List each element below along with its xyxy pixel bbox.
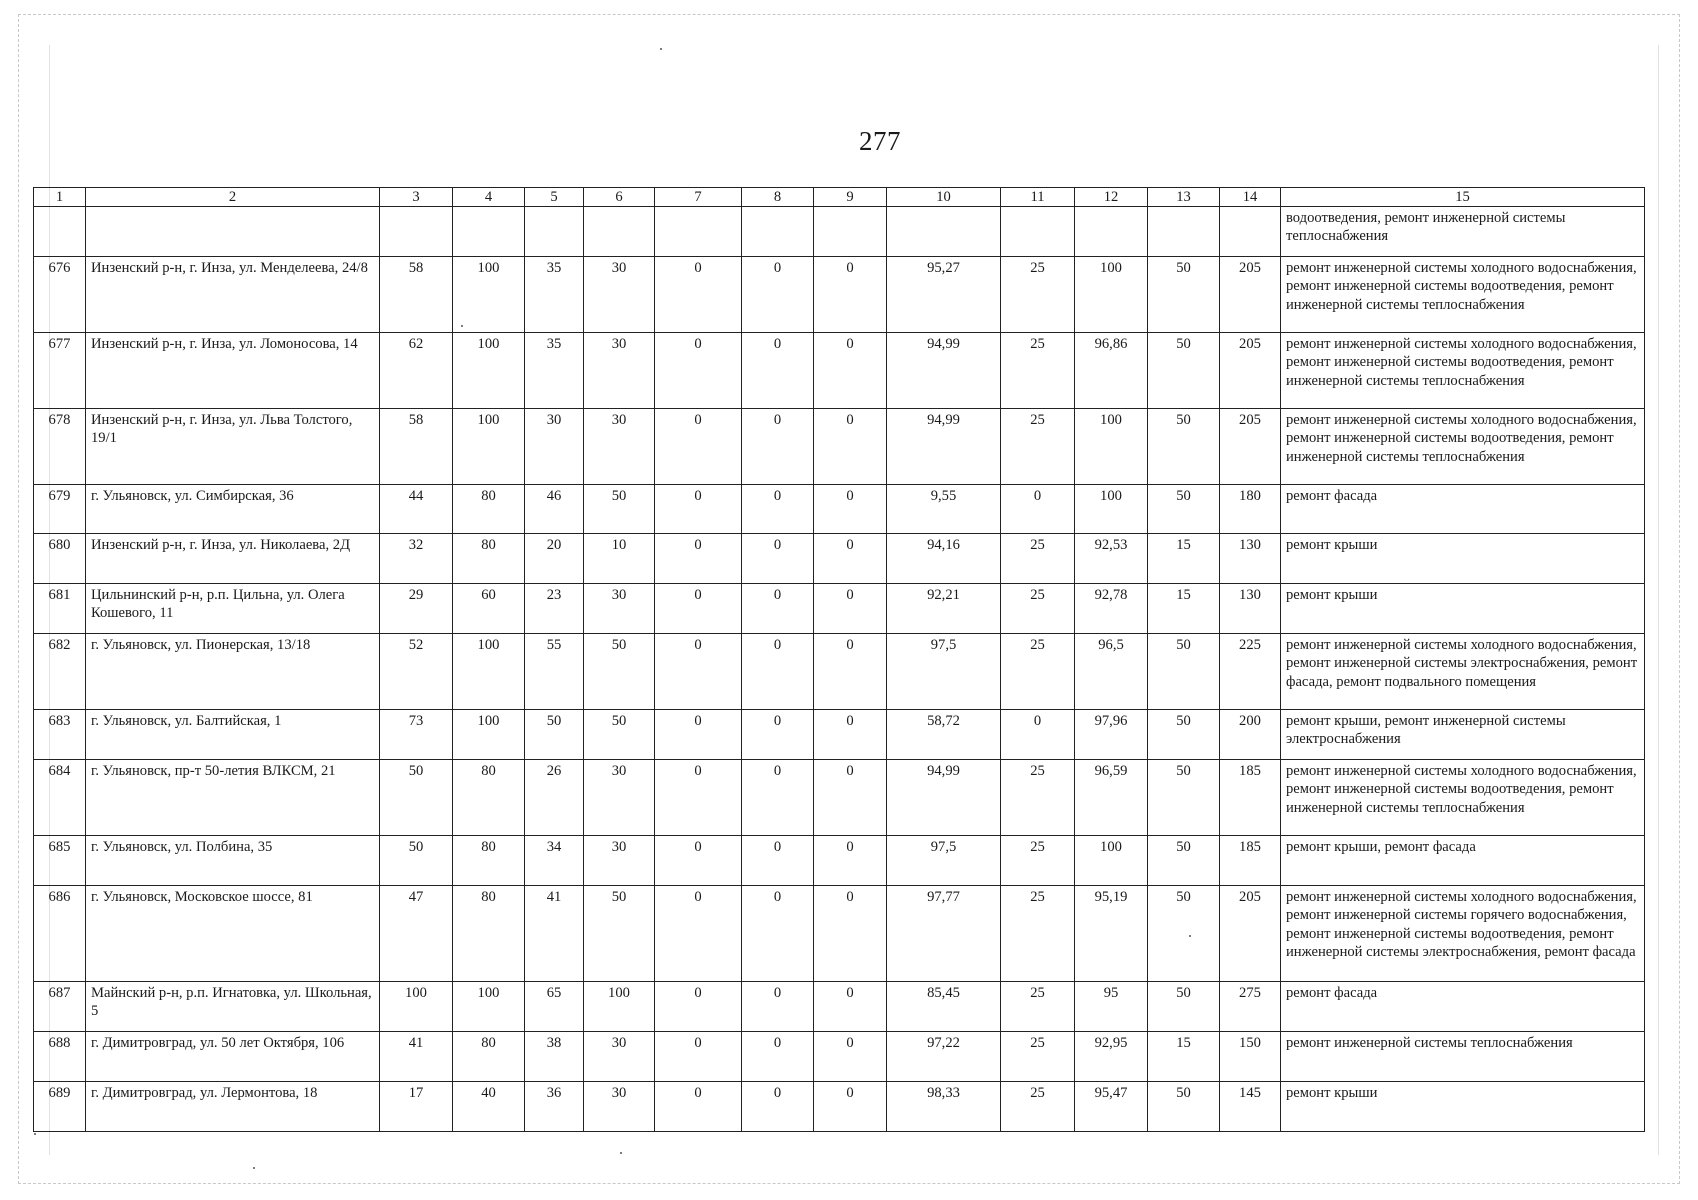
address-cell: Цильнинский р-н, р.п. Цильна, ул. Олега Кошевого, 11 [86, 584, 380, 634]
value-cell: 0 [655, 760, 742, 836]
value-cell: 100 [453, 333, 525, 409]
table-cell [1220, 207, 1281, 257]
works-cell: ремонт крыши [1281, 534, 1645, 584]
value-cell: 96,86 [1075, 333, 1148, 409]
value-cell: 205 [1220, 886, 1281, 982]
value-cell: 58 [380, 409, 453, 485]
table-cell [887, 207, 1001, 257]
value-cell: 73 [380, 710, 453, 760]
value-cell: 0 [814, 584, 887, 634]
column-header: 4 [453, 188, 525, 207]
value-cell: 35 [525, 333, 584, 409]
value-cell: 94,99 [887, 409, 1001, 485]
table-cell [655, 207, 742, 257]
address-cell: Майнский р-н, р.п. Игнатовка, ул. Школьная, 5 [86, 982, 380, 1032]
column-header: 6 [584, 188, 655, 207]
value-cell: 55 [525, 634, 584, 710]
table-row [34, 584, 1645, 634]
address-cell: Инзенский р-н, г. Инза, ул. Менделеева, 24/8 [86, 257, 380, 333]
value-cell: 30 [584, 333, 655, 409]
value-cell: 50 [1148, 1082, 1220, 1132]
value-cell: 0 [1001, 485, 1075, 534]
value-cell: 25 [1001, 1082, 1075, 1132]
value-cell: 100 [380, 982, 453, 1032]
value-cell: 41 [380, 1032, 453, 1082]
value-cell: 30 [584, 1032, 655, 1082]
value-cell: 80 [453, 836, 525, 886]
value-cell: 0 [814, 1032, 887, 1082]
value-cell: 25 [1001, 634, 1075, 710]
column-header: 15 [1281, 188, 1645, 207]
table-body [34, 207, 1645, 1132]
value-cell: 0 [655, 1082, 742, 1132]
value-cell: 41 [525, 886, 584, 982]
works-cell: ремонт крыши [1281, 584, 1645, 634]
value-cell: 92,95 [1075, 1032, 1148, 1082]
table-cell [453, 207, 525, 257]
row-number-cell: 683 [34, 710, 86, 760]
value-cell: 30 [584, 257, 655, 333]
value-cell: 100 [1075, 485, 1148, 534]
value-cell: 50 [1148, 886, 1220, 982]
value-cell: 205 [1220, 257, 1281, 333]
row-number-cell: 689 [34, 1082, 86, 1132]
value-cell: 50 [380, 760, 453, 836]
value-cell: 17 [380, 1082, 453, 1132]
value-cell: 0 [742, 710, 814, 760]
value-cell: 205 [1220, 409, 1281, 485]
value-cell: 80 [453, 485, 525, 534]
column-header: 3 [380, 188, 453, 207]
column-header: 9 [814, 188, 887, 207]
scan-speck [34, 1133, 36, 1135]
value-cell: 205 [1220, 333, 1281, 409]
table-cell [525, 207, 584, 257]
table-row [34, 333, 1645, 409]
column-header: 12 [1075, 188, 1148, 207]
scan-speck [620, 1152, 622, 1154]
value-cell: 0 [814, 710, 887, 760]
table-cell [1148, 207, 1220, 257]
value-cell: 50 [1148, 485, 1220, 534]
row-number-cell: 684 [34, 760, 86, 836]
address-cell: г. Ульяновск, Московское шоссе, 81 [86, 886, 380, 982]
address-cell: Инзенский р-н, г. Инза, ул. Ломоносова, 14 [86, 333, 380, 409]
row-number-cell: 679 [34, 485, 86, 534]
value-cell: 34 [525, 836, 584, 886]
row-number-cell: 688 [34, 1032, 86, 1082]
value-cell: 30 [584, 836, 655, 886]
table-header [34, 188, 1645, 207]
value-cell: 0 [655, 710, 742, 760]
value-cell: 0 [814, 257, 887, 333]
value-cell: 23 [525, 584, 584, 634]
table-cell [86, 207, 380, 257]
value-cell: 80 [453, 534, 525, 584]
value-cell: 30 [584, 584, 655, 634]
value-cell: 0 [814, 836, 887, 886]
value-cell: 46 [525, 485, 584, 534]
value-cell: 80 [453, 1032, 525, 1082]
row-number-cell: 678 [34, 409, 86, 485]
value-cell: 0 [814, 1082, 887, 1132]
value-cell: 100 [453, 710, 525, 760]
table-row [34, 760, 1645, 836]
address-cell: Инзенский р-н, г. Инза, ул. Николаева, 2Д [86, 534, 380, 584]
value-cell: 185 [1220, 836, 1281, 886]
value-cell: 38 [525, 1032, 584, 1082]
value-cell: 0 [655, 584, 742, 634]
value-cell: 0 [742, 836, 814, 886]
value-cell: 92,53 [1075, 534, 1148, 584]
works-cell: ремонт инженерной системы теплоснабжения [1281, 1032, 1645, 1082]
value-cell: 0 [742, 485, 814, 534]
value-cell: 100 [453, 634, 525, 710]
value-cell: 95,47 [1075, 1082, 1148, 1132]
value-cell: 80 [453, 760, 525, 836]
column-header: 13 [1148, 188, 1220, 207]
value-cell: 0 [655, 886, 742, 982]
value-cell: 0 [742, 534, 814, 584]
value-cell: 0 [655, 409, 742, 485]
address-cell: г. Ульяновск, ул. Пионерская, 13/18 [86, 634, 380, 710]
value-cell: 25 [1001, 760, 1075, 836]
value-cell: 100 [584, 982, 655, 1032]
address-cell: Инзенский р-н, г. Инза, ул. Льва Толстого, 19/1 [86, 409, 380, 485]
works-cell: водоотведения, ремонт инженерной системы теплоснабжения [1281, 207, 1645, 257]
works-cell: ремонт крыши, ремонт фасада [1281, 836, 1645, 886]
value-cell: 0 [655, 982, 742, 1032]
value-cell: 96,59 [1075, 760, 1148, 836]
row-number-cell: 680 [34, 534, 86, 584]
value-cell: 95,19 [1075, 886, 1148, 982]
address-cell: г. Ульяновск, ул. Симбирская, 36 [86, 485, 380, 534]
value-cell: 44 [380, 485, 453, 534]
value-cell: 97,22 [887, 1032, 1001, 1082]
table-row [34, 409, 1645, 485]
value-cell: 25 [1001, 584, 1075, 634]
row-number-cell: 686 [34, 886, 86, 982]
value-cell: 97,96 [1075, 710, 1148, 760]
table-row [34, 257, 1645, 333]
value-cell: 0 [814, 333, 887, 409]
table-cell [814, 207, 887, 257]
value-cell: 26 [525, 760, 584, 836]
value-cell: 25 [1001, 409, 1075, 485]
table-row [34, 534, 1645, 584]
value-cell: 50 [584, 710, 655, 760]
value-cell: 0 [742, 333, 814, 409]
value-cell: 130 [1220, 584, 1281, 634]
value-cell: 0 [742, 634, 814, 710]
row-number-cell: 681 [34, 584, 86, 634]
value-cell: 0 [814, 409, 887, 485]
address-cell: г. Димитровград, ул. Лермонтова, 18 [86, 1082, 380, 1132]
scan-speck [253, 1167, 255, 1169]
value-cell: 47 [380, 886, 453, 982]
value-cell: 145 [1220, 1082, 1281, 1132]
value-cell: 50 [1148, 982, 1220, 1032]
value-cell: 15 [1148, 584, 1220, 634]
table-row [34, 710, 1645, 760]
value-cell: 95,27 [887, 257, 1001, 333]
row-number-cell: 685 [34, 836, 86, 886]
value-cell: 32 [380, 534, 453, 584]
value-cell: 98,33 [887, 1082, 1001, 1132]
value-cell: 0 [655, 1032, 742, 1082]
value-cell: 275 [1220, 982, 1281, 1032]
column-header: 14 [1220, 188, 1281, 207]
value-cell: 50 [1148, 836, 1220, 886]
table-row [34, 1032, 1645, 1082]
value-cell: 94,99 [887, 333, 1001, 409]
value-cell: 0 [742, 1082, 814, 1132]
column-header: 1 [34, 188, 86, 207]
value-cell: 0 [655, 534, 742, 584]
value-cell: 100 [453, 257, 525, 333]
value-cell: 85,45 [887, 982, 1001, 1032]
value-cell: 0 [814, 634, 887, 710]
value-cell: 25 [1001, 1032, 1075, 1082]
column-header: 5 [525, 188, 584, 207]
value-cell: 150 [1220, 1032, 1281, 1082]
table-cell [34, 207, 86, 257]
value-cell: 50 [1148, 634, 1220, 710]
column-header: 10 [887, 188, 1001, 207]
value-cell: 15 [1148, 1032, 1220, 1082]
value-cell: 100 [1075, 257, 1148, 333]
value-cell: 50 [584, 634, 655, 710]
value-cell: 25 [1001, 257, 1075, 333]
value-cell: 180 [1220, 485, 1281, 534]
works-cell: ремонт крыши [1281, 1082, 1645, 1132]
value-cell: 0 [655, 485, 742, 534]
value-cell: 0 [814, 485, 887, 534]
value-cell: 0 [814, 886, 887, 982]
address-cell: г. Ульяновск, ул. Полбина, 35 [86, 836, 380, 886]
column-header: 8 [742, 188, 814, 207]
registry-table [33, 187, 1645, 1132]
value-cell: 0 [742, 982, 814, 1032]
row-number-cell: 682 [34, 634, 86, 710]
value-cell: 185 [1220, 760, 1281, 836]
value-cell: 50 [380, 836, 453, 886]
value-cell: 58,72 [887, 710, 1001, 760]
value-cell: 25 [1001, 534, 1075, 584]
value-cell: 52 [380, 634, 453, 710]
value-cell: 100 [1075, 409, 1148, 485]
value-cell: 25 [1001, 982, 1075, 1032]
row-number-cell: 677 [34, 333, 86, 409]
value-cell: 0 [1001, 710, 1075, 760]
value-cell: 95 [1075, 982, 1148, 1032]
value-cell: 60 [453, 584, 525, 634]
address-cell: г. Ульяновск, пр-т 50-летия ВЛКСМ, 21 [86, 760, 380, 836]
value-cell: 92,78 [1075, 584, 1148, 634]
value-cell: 36 [525, 1082, 584, 1132]
works-cell: ремонт инженерной системы холодного водоснабжения, ремонт инженерной системы водоотведения, ремонт инженерной системы теплоснабжения [1281, 257, 1645, 333]
value-cell: 94,99 [887, 760, 1001, 836]
works-cell: ремонт инженерной системы холодного водоснабжения, ремонт инженерной системы водоотведения, ремонт инженерной системы теплоснабжения [1281, 760, 1645, 836]
value-cell: 0 [742, 760, 814, 836]
value-cell: 0 [814, 534, 887, 584]
value-cell: 0 [742, 409, 814, 485]
table-cell [1075, 207, 1148, 257]
value-cell: 0 [655, 333, 742, 409]
value-cell: 0 [742, 584, 814, 634]
value-cell: 97,5 [887, 836, 1001, 886]
value-cell: 100 [1075, 836, 1148, 886]
value-cell: 50 [1148, 760, 1220, 836]
value-cell: 50 [1148, 333, 1220, 409]
value-cell: 30 [584, 1082, 655, 1132]
value-cell: 0 [655, 257, 742, 333]
value-cell: 25 [1001, 333, 1075, 409]
works-cell: ремонт инженерной системы холодного водоснабжения, ремонт инженерной системы горячего водоснабжения, ремонт инженерной системы водоотведения, ремонт инженерной системы электроснабжения, ремонт фасада [1281, 886, 1645, 982]
table-row [34, 982, 1645, 1032]
value-cell: 80 [453, 886, 525, 982]
value-cell: 29 [380, 584, 453, 634]
value-cell: 200 [1220, 710, 1281, 760]
value-cell: 25 [1001, 886, 1075, 982]
continuation-row [34, 207, 1645, 257]
value-cell: 20 [525, 534, 584, 584]
page-number: 277 [859, 126, 901, 156]
value-cell: 50 [1148, 710, 1220, 760]
table-cell [380, 207, 453, 257]
column-header: 11 [1001, 188, 1075, 207]
table-row [34, 1082, 1645, 1132]
table-cell [1001, 207, 1075, 257]
value-cell: 30 [584, 409, 655, 485]
table-row [34, 886, 1645, 982]
value-cell: 9,55 [887, 485, 1001, 534]
value-cell: 97,5 [887, 634, 1001, 710]
value-cell: 0 [742, 1032, 814, 1082]
value-cell: 0 [655, 634, 742, 710]
row-number-cell: 676 [34, 257, 86, 333]
works-cell: ремонт фасада [1281, 982, 1645, 1032]
value-cell: 62 [380, 333, 453, 409]
value-cell: 65 [525, 982, 584, 1032]
works-cell: ремонт инженерной системы холодного водоснабжения, ремонт инженерной системы водоотведения, ремонт инженерной системы теплоснабжения [1281, 333, 1645, 409]
value-cell: 35 [525, 257, 584, 333]
works-cell: ремонт инженерной системы холодного водоснабжения, ремонт инженерной системы водоотведения, ремонт инженерной системы теплоснабжения [1281, 409, 1645, 485]
value-cell: 100 [453, 409, 525, 485]
scan-speck [660, 48, 662, 50]
value-cell: 30 [525, 409, 584, 485]
value-cell: 0 [742, 886, 814, 982]
value-cell: 50 [1148, 409, 1220, 485]
address-cell: г. Димитровград, ул. 50 лет Октября, 106 [86, 1032, 380, 1082]
value-cell: 225 [1220, 634, 1281, 710]
value-cell: 50 [584, 886, 655, 982]
value-cell: 92,21 [887, 584, 1001, 634]
value-cell: 0 [655, 836, 742, 886]
value-cell: 0 [814, 982, 887, 1032]
works-cell: ремонт фасада [1281, 485, 1645, 534]
value-cell: 94,16 [887, 534, 1001, 584]
table-cell [584, 207, 655, 257]
value-cell: 15 [1148, 534, 1220, 584]
value-cell: 30 [584, 760, 655, 836]
value-cell: 97,77 [887, 886, 1001, 982]
table-cell [742, 207, 814, 257]
value-cell: 100 [453, 982, 525, 1032]
value-cell: 25 [1001, 836, 1075, 886]
table-row [34, 634, 1645, 710]
address-cell: г. Ульяновск, ул. Балтийская, 1 [86, 710, 380, 760]
value-cell: 50 [1148, 257, 1220, 333]
row-number-cell: 687 [34, 982, 86, 1032]
column-number-row [34, 188, 1645, 207]
column-header: 2 [86, 188, 380, 207]
value-cell: 40 [453, 1082, 525, 1132]
value-cell: 50 [525, 710, 584, 760]
works-cell: ремонт крыши, ремонт инженерной системы электроснабжения [1281, 710, 1645, 760]
value-cell: 58 [380, 257, 453, 333]
works-cell: ремонт инженерной системы холодного водоснабжения, ремонт инженерной системы электроснабжения, ремонт фасада, ремонт подвального помещения [1281, 634, 1645, 710]
value-cell: 50 [584, 485, 655, 534]
value-cell: 10 [584, 534, 655, 584]
value-cell: 96,5 [1075, 634, 1148, 710]
column-header: 7 [655, 188, 742, 207]
value-cell: 0 [814, 760, 887, 836]
table-row [34, 485, 1645, 534]
value-cell: 130 [1220, 534, 1281, 584]
table-row [34, 836, 1645, 886]
value-cell: 0 [742, 257, 814, 333]
